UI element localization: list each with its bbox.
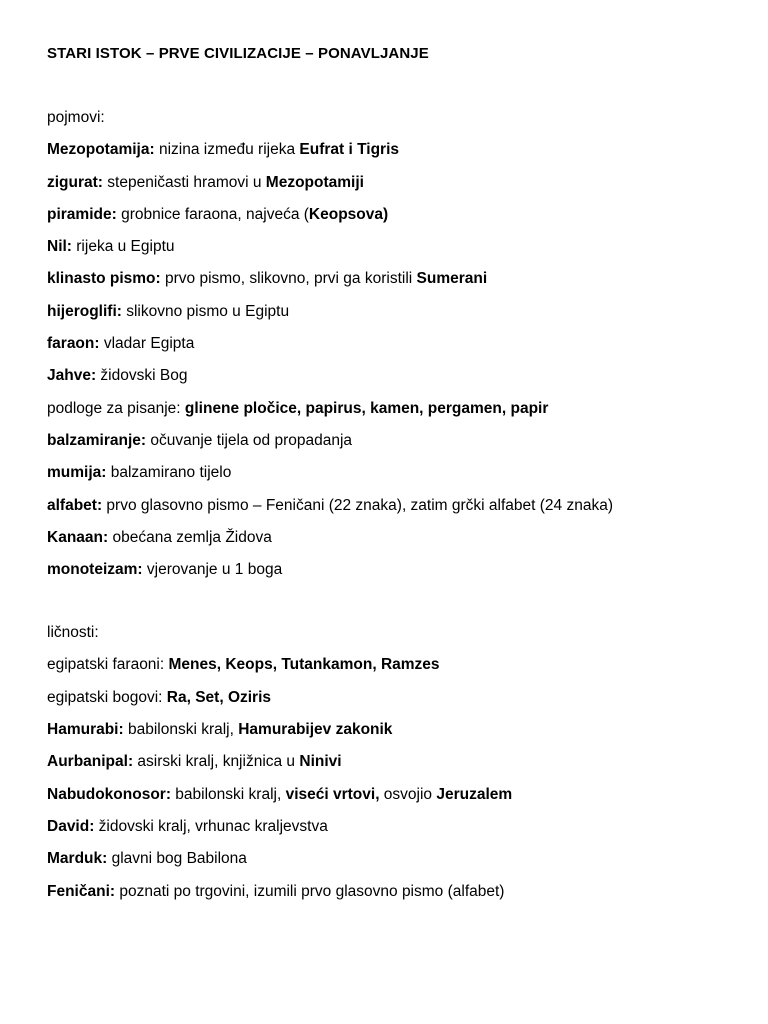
person-emphasis: Ra, Set, Oziris bbox=[166, 688, 272, 706]
term-label: klinasto pismo: bbox=[47, 270, 161, 288]
person-text: poznati po trgovini, izumili prvo glasovno pismo (alfabet) bbox=[115, 882, 505, 900]
term-text: očuvanje tijela od propadanja bbox=[146, 431, 353, 449]
term-label: Jahve: bbox=[47, 367, 97, 385]
term-text: slikovno pismo u Egiptu bbox=[121, 302, 290, 320]
term-line bbox=[47, 269, 728, 289]
term-text: židovski Bog bbox=[96, 367, 188, 385]
persons-heading: ličnosti: bbox=[47, 624, 99, 642]
person-label: Feničani: bbox=[47, 882, 116, 900]
term-text: vladar Egipta bbox=[99, 335, 195, 353]
person-text: glavni bog Babilona bbox=[107, 850, 247, 868]
term-label: faraon: bbox=[47, 335, 100, 353]
person-line bbox=[47, 785, 728, 805]
term-label: hijeroglifi: bbox=[47, 302, 122, 320]
person-line bbox=[47, 849, 728, 869]
term-text: prvo pismo, slikovno, prvi ga koristili bbox=[160, 270, 417, 288]
term-label: Mezopotamija: bbox=[47, 141, 155, 159]
person-line bbox=[47, 720, 728, 740]
term-line bbox=[47, 334, 728, 354]
person-emphasis: Menes, Keops, Tutankamon, Ramzes bbox=[168, 656, 440, 674]
term-label: Kanaan: bbox=[47, 528, 109, 546]
term-line bbox=[47, 237, 728, 257]
term-emphasis: Mezopotamiji bbox=[265, 173, 364, 191]
term-label: monoteizam: bbox=[47, 561, 143, 579]
term-line bbox=[47, 431, 728, 451]
person-text: babilonski kralj, bbox=[171, 785, 286, 803]
term-label: alfabet: bbox=[47, 496, 103, 514]
person-label: Hamurabi: bbox=[47, 721, 124, 739]
person-text: egipatski bogovi: bbox=[47, 688, 167, 706]
person-text: asirski kralj, knjižnica u bbox=[133, 753, 300, 771]
term-emphasis: Keopsova) bbox=[308, 205, 389, 223]
term-emphasis: Sumerani bbox=[416, 270, 488, 288]
term-emphasis: glinene pločice, papirus, kamen, pergamen, papir bbox=[184, 399, 549, 417]
person-label: Nabudokonosor: bbox=[47, 785, 171, 803]
term-text: obećana zemlja Židova bbox=[108, 528, 272, 546]
term-line bbox=[47, 366, 728, 386]
terms-list bbox=[47, 140, 728, 580]
term-text: stepeničasti hramovi u bbox=[102, 173, 266, 191]
term-text: balzamirano tijelo bbox=[106, 464, 232, 482]
term-line bbox=[47, 173, 728, 193]
term-text: prvo glasovno pismo – Feničani (22 znaka), zatim grčki alfabet (24 znaka) bbox=[102, 496, 614, 514]
term-line bbox=[47, 140, 728, 160]
term-line bbox=[47, 205, 728, 225]
term-line bbox=[47, 302, 728, 322]
term-line bbox=[47, 528, 728, 548]
term-text: grobnice faraona, najveća ( bbox=[116, 205, 309, 223]
person-text: židovski kralj, vrhunac kraljevstva bbox=[94, 817, 328, 835]
term-label: balzamiranje: bbox=[47, 431, 147, 449]
person-emphasis: viseći vrtovi, bbox=[285, 785, 380, 803]
term-line bbox=[47, 496, 728, 516]
document-title: STARI ISTOK – PRVE CIVILIZACIJE – PONAVLJANJE bbox=[47, 45, 429, 62]
person-label: David: bbox=[47, 817, 95, 835]
person-line bbox=[47, 655, 728, 675]
term-text: rijeka u Egiptu bbox=[71, 238, 175, 256]
person-text: egipatski faraoni: bbox=[47, 656, 169, 674]
person-line bbox=[47, 882, 728, 902]
person-line bbox=[47, 817, 728, 837]
person-emphasis: Jeruzalem bbox=[436, 785, 513, 803]
term-line bbox=[47, 399, 728, 419]
term-text: podloge za pisanje: bbox=[47, 399, 185, 417]
term-label: Nil: bbox=[47, 238, 72, 256]
term-emphasis: Eufrat i Tigris bbox=[299, 141, 400, 159]
persons-list bbox=[47, 655, 728, 901]
term-label: mumija: bbox=[47, 464, 107, 482]
person-emphasis: Hamurabijev zakonik bbox=[238, 721, 393, 739]
person-label: Marduk: bbox=[47, 850, 108, 868]
term-text: nizina između rijeka bbox=[154, 141, 300, 159]
term-text: vjerovanje u 1 boga bbox=[142, 561, 283, 579]
person-text: osvojio bbox=[379, 785, 437, 803]
person-line bbox=[47, 752, 728, 772]
term-label: piramide: bbox=[47, 205, 117, 223]
terms-heading: pojmovi: bbox=[47, 109, 105, 126]
person-text: babilonski kralj, bbox=[123, 721, 239, 739]
person-label: Aurbanipal: bbox=[47, 753, 134, 771]
person-line bbox=[47, 688, 728, 708]
term-label: zigurat: bbox=[47, 173, 103, 191]
term-line bbox=[47, 560, 728, 580]
term-line bbox=[47, 463, 728, 483]
person-emphasis: Ninivi bbox=[299, 753, 342, 771]
